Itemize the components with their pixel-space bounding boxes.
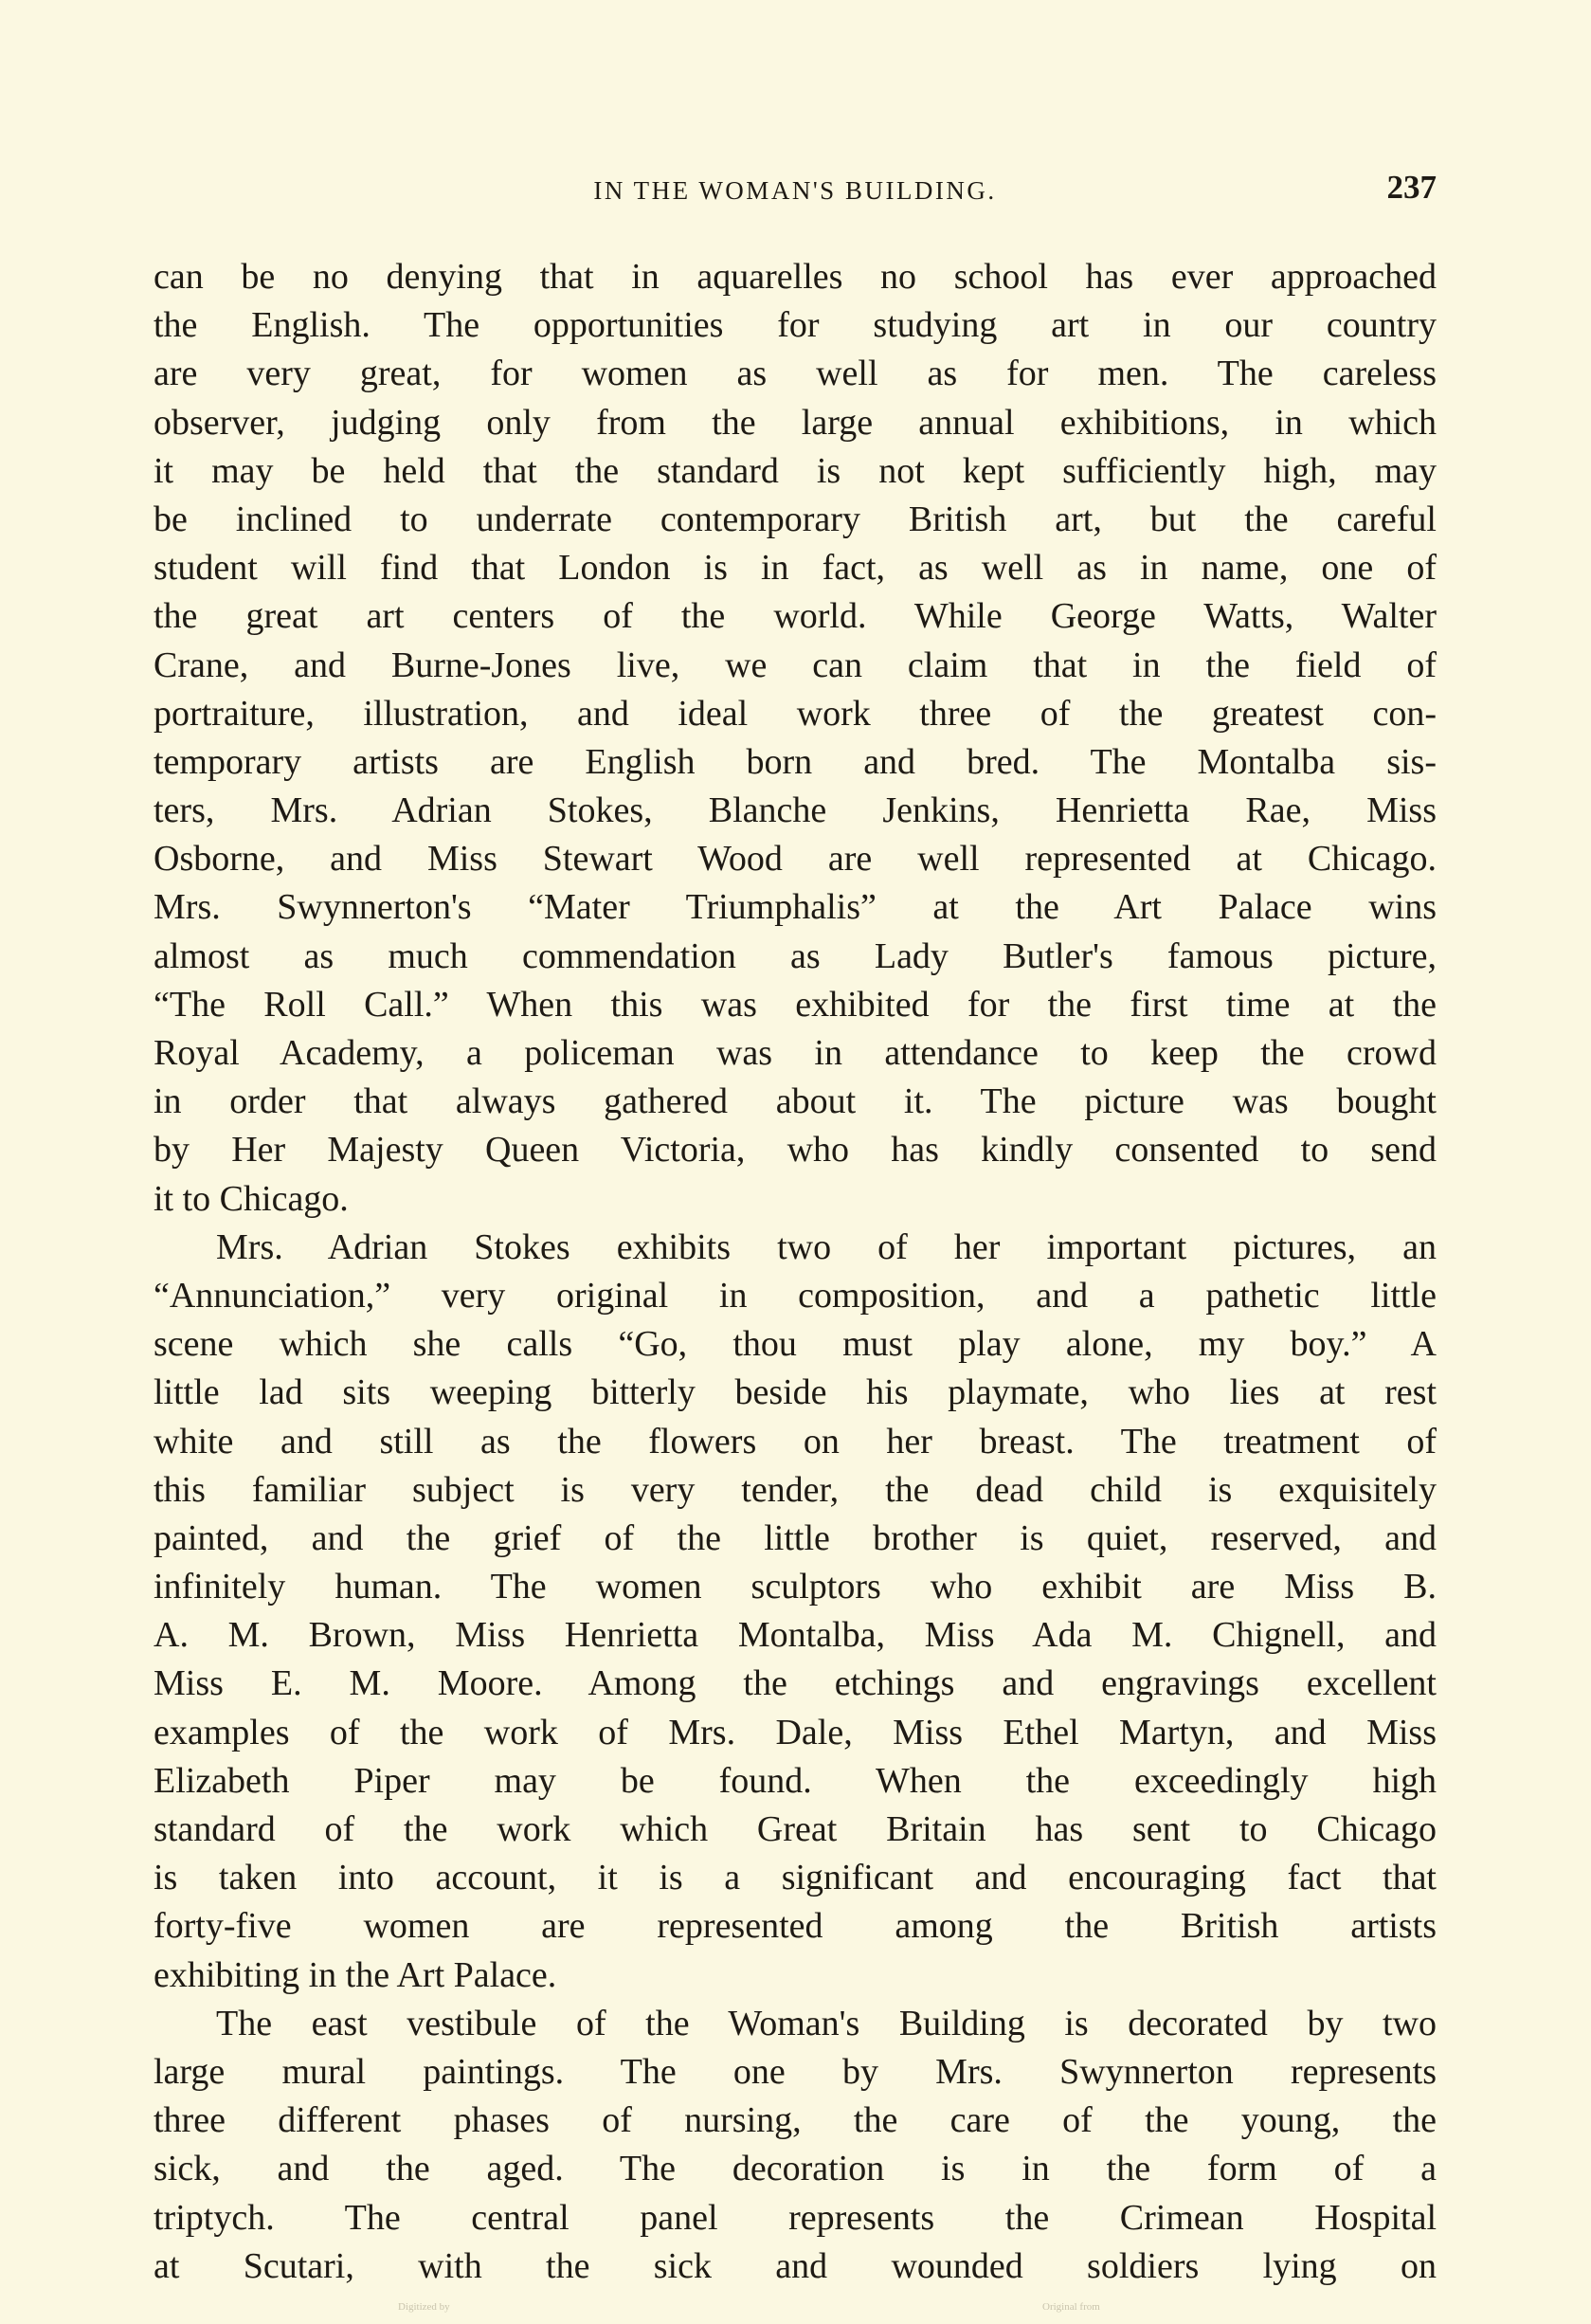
text-line: A. M. Brown, Miss Henrietta Montalba, Miss Ada M. Chignell, and: [154, 1615, 1437, 1656]
footer-marks: [398, 2301, 1156, 2315]
text-line: examples of the work of Mrs. Dale, Miss Ethel Martyn, and Miss: [154, 1712, 1437, 1752]
text-line: this familiar subject is very tender, the dead child is exquisitely: [154, 1469, 1437, 1510]
text-line: Crane, and Burne-Jones live, we can claim that in the field of: [154, 645, 1437, 685]
text-line: is taken into account, it is a significant and encouraging fact that: [154, 1858, 1437, 1898]
text-line: large mural paintings. The one by Mrs. Swynnerton represents: [154, 2051, 1437, 2092]
paragraph: [154, 253, 1437, 1224]
footer-mark-right: Original from: [1042, 2301, 1100, 2313]
text-line: portraiture, illustration, and ideal work three of the greatest con-: [154, 693, 1437, 734]
page-number: 237: [1386, 169, 1437, 206]
text-line: observer, judging only from the large annual exhibitions, in which: [154, 402, 1437, 443]
text-line: at Scutari, with the sick and wounded soldiers lying on: [154, 2245, 1437, 2286]
running-title: IN THE WOMAN'S BUILDING.: [593, 176, 997, 205]
text-line: forty-five women are represented among the British artists: [154, 1906, 1437, 1947]
text-line: student will find that London is in fact, as well as in name, one of: [154, 548, 1437, 589]
body-text: [154, 253, 1437, 2291]
text-line: scene which she calls “Go, thou must play alone, my boy.” A: [154, 1324, 1437, 1365]
text-line: Osborne, and Miss Stewart Wood are well represented at Chicago.: [154, 839, 1437, 880]
text-line: Elizabeth Piper may be found. When the exceedingly high: [154, 1760, 1437, 1801]
text-line: it may be held that the standard is not kept sufficiently high, may: [154, 450, 1437, 491]
text-line: white and still as the flowers on her breast. The treatment of: [154, 1421, 1437, 1462]
text-line: by Her Majesty Queen Victoria, who has kindly consented to send: [154, 1130, 1437, 1171]
paragraph: [154, 1224, 1437, 2000]
text-line: The east vestibule of the Woman's Building is decorated by two: [216, 2003, 1437, 2043]
text-line: Mrs. Adrian Stokes exhibits two of her important pictures, an: [216, 1226, 1437, 1267]
text-line: “Annunciation,” very original in composition, and a pathetic little: [154, 1275, 1437, 1316]
text-line: the great art centers of the world. While George Watts, Walter: [154, 596, 1437, 637]
text-line: three different phases of nursing, the care of the young, the: [154, 2100, 1437, 2141]
text-line: “The Roll Call.” When this was exhibited for the first time at the: [154, 984, 1437, 1025]
text-line: are very great, for women as well as for men. The careless: [154, 354, 1437, 394]
paragraph: [154, 2000, 1437, 2291]
text-line: be inclined to underrate contemporary British art, but the careful: [154, 499, 1437, 539]
text-line: Miss E. M. Moore. Among the etchings and engravings excellent: [154, 1663, 1437, 1704]
running-head: [154, 169, 1437, 210]
text-line: it to Chicago.: [154, 1178, 349, 1219]
text-line: sick, and the aged. The decoration is in the form of a: [154, 2149, 1437, 2189]
text-line: can be no denying that in aquarelles no school has ever approached: [154, 257, 1437, 297]
text-line: Royal Academy, a policeman was in attendance to keep the crowd: [154, 1033, 1437, 1073]
text-line: painted, and the grief of the little brother is quiet, reserved, and: [154, 1517, 1437, 1558]
text-line: little lad sits weeping bitterly beside his playmate, who lies at rest: [154, 1372, 1437, 1413]
text-line: temporary artists are English born and bred. The Montalba sis-: [154, 741, 1437, 782]
footer-mark-left: Digitized by: [398, 2301, 450, 2313]
text-line: the English. The opportunities for studying art in our country: [154, 305, 1437, 346]
text-line: Mrs. Swynnerton's “Mater Triumphalis” at the Art Palace wins: [154, 887, 1437, 928]
text-line: standard of the work which Great Britain has sent to Chicago: [154, 1809, 1437, 1849]
text-line: triptych. The central panel represents the Crimean Hospital: [154, 2197, 1437, 2238]
text-line: exhibiting in the Art Palace.: [154, 1954, 557, 1995]
text-line: ters, Mrs. Adrian Stokes, Blanche Jenkins, Henrietta Rae, Miss: [154, 790, 1437, 831]
text-line: infinitely human. The women sculptors who exhibit are Miss B.: [154, 1567, 1437, 1607]
text-line: almost as much commendation as Lady Butler's famous picture,: [154, 935, 1437, 976]
text-line: in order that always gathered about it. The picture was bought: [154, 1081, 1437, 1122]
